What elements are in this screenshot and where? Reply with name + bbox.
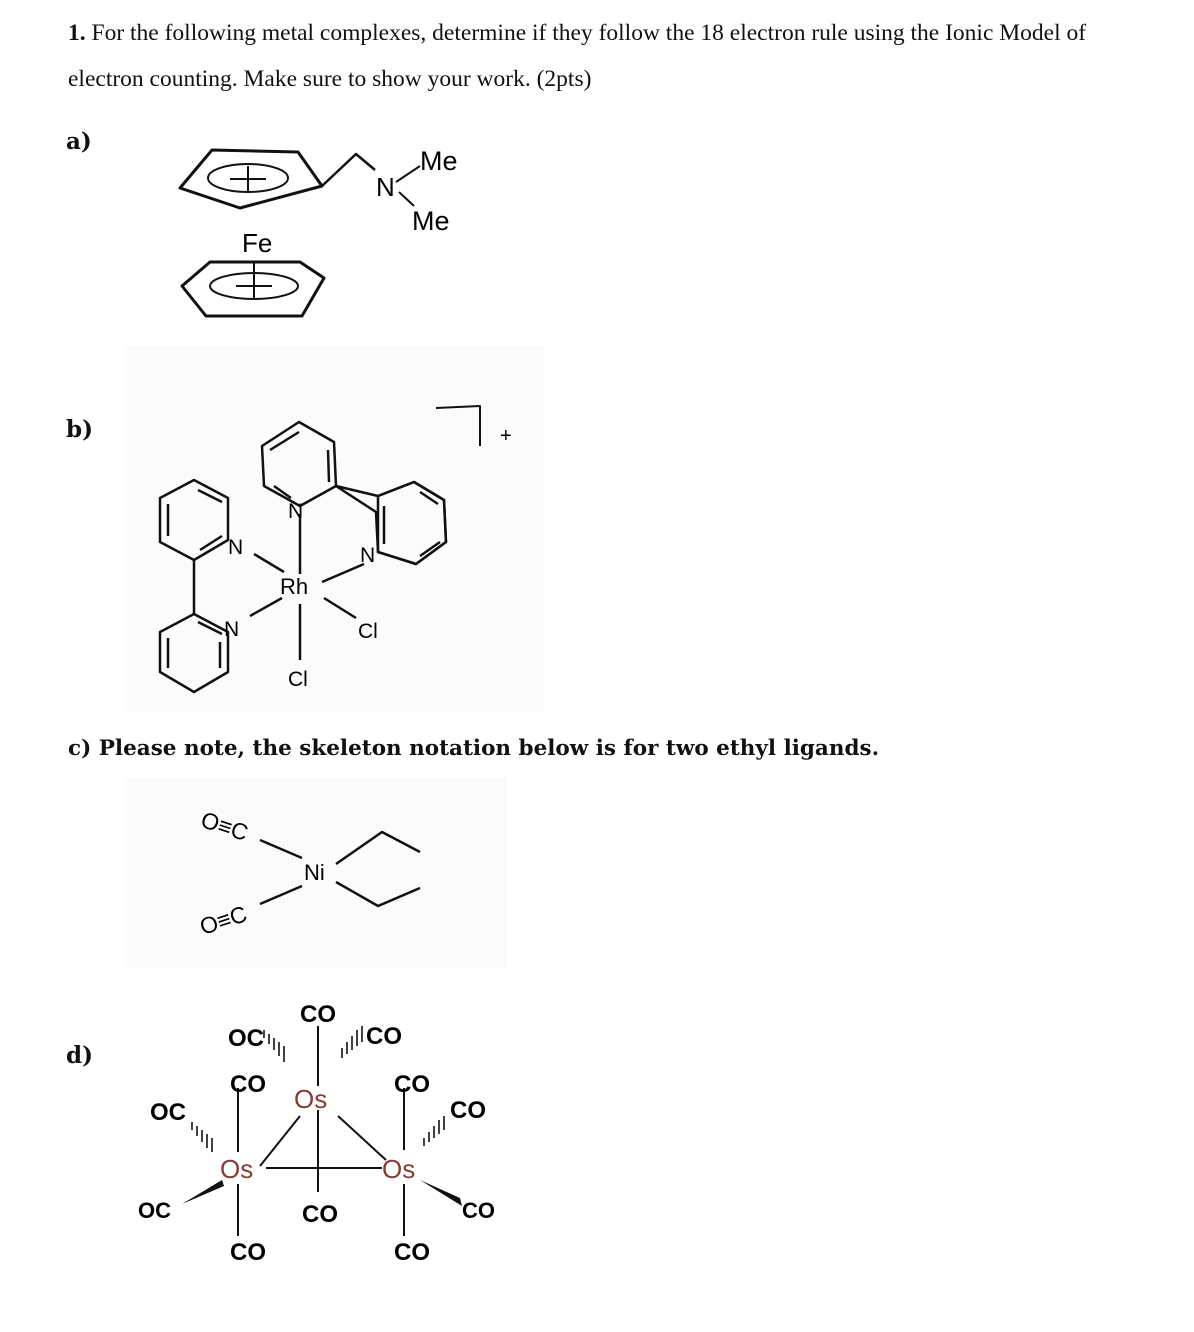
co-top: CO [300,1001,336,1028]
pyridine-right [378,482,446,564]
atom-n: N [376,172,395,202]
pyridine-top [262,422,336,506]
ch2-chain [322,154,375,186]
bond-rh-n-right [322,564,364,582]
atom-os-right: Os [382,1154,416,1184]
pyridine-left-lower [160,614,228,692]
atom-n-right: N [360,544,376,567]
structure-b-rhodium-complex [124,346,544,712]
methyl-top: Me [420,146,458,176]
atom-n-left-upper: N [228,536,244,559]
pyridine-right-bond [336,482,446,564]
bond-os-top-os-right [338,1116,386,1160]
wedge-bond-left [182,1180,224,1204]
carbonyl-top: O≡C [197,806,252,846]
question-number: 1. [68,20,86,46]
bond-ni-co-bottom [260,886,302,904]
part-a-label: a) [66,128,92,155]
question-body: For the following metal complexes, determine if they follow the 18 electron rule using the Ionic Model of electron counting. Make sure to show your work. (2pts) [68,20,1087,92]
part-b-label: b) [66,416,93,443]
atom-n-top: N [288,500,304,523]
wedge-bond-right [420,1180,462,1206]
co-right-down: CO [394,1239,430,1266]
atom-rh: Rh [280,574,309,599]
structure-d-osmium-cluster [130,990,530,1280]
atom-fe: Fe [242,228,273,258]
part-d-label: d) [66,1042,93,1069]
question-text [68,10,1158,102]
atom-cl-right: Cl [358,620,378,643]
bond-rh-cl-right [324,598,356,618]
ethyl-bottom [336,882,420,906]
co-left-up: CO [230,1071,266,1098]
carbonyl-bottom: O≡C [196,900,251,940]
atom-ni: Ni [304,860,325,885]
bond-os-left-os-top [260,1116,300,1166]
bond-rh-n-left-lower [250,598,282,616]
part-c-label: c) Please note, the skeleton notation below is for two ethyl ligands. [68,736,880,761]
co-upper-right: CO [366,1023,402,1050]
pyridine-left-upper [160,480,228,560]
oc-left: OC [150,1099,186,1126]
atom-cl-bottom: Cl [288,668,308,691]
atom-os-left: Os [220,1154,254,1184]
charge-plus: + [500,425,512,447]
co-right: CO [450,1097,486,1124]
ethyl-top [336,832,420,864]
co-right-up: CO [394,1071,430,1098]
co-left-down: CO [230,1239,266,1266]
oc-left-wedge: OC [138,1198,171,1223]
methyl-bottom: Me [412,206,450,236]
co-center-down: CO [302,1201,338,1228]
structure-a-ferrocene [170,130,490,330]
co-right-wedge: CO [462,1198,495,1223]
oc-upper-left: OC [228,1025,264,1052]
structure-c-nickel-complex [124,778,506,968]
atom-n-left-lower: N [224,618,240,641]
bond-rh-n-left-upper [254,554,284,572]
bond-ni-co-top [260,840,302,858]
atom-os-top: Os [294,1084,328,1114]
